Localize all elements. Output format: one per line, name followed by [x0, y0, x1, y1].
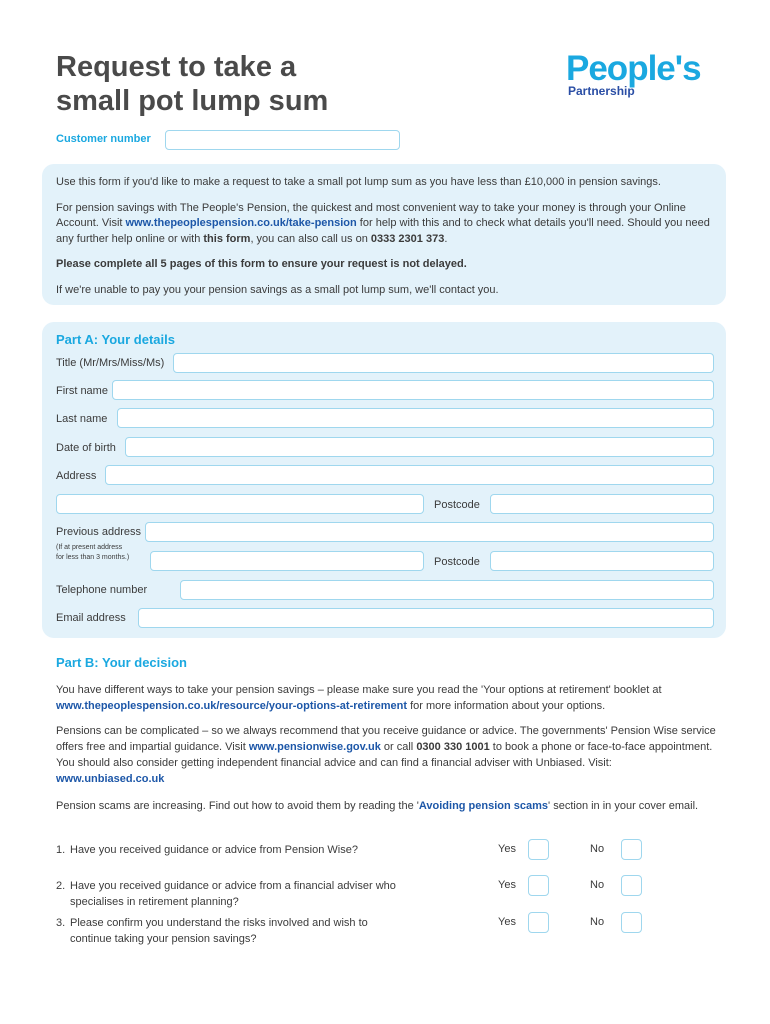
part-b-paragraph-2	[56, 723, 720, 787]
question-2-text-line1: Have you received guidance or advice from a financial adviser who	[70, 880, 396, 892]
peoples-partnership-logo	[566, 50, 726, 102]
address-label: Address	[56, 470, 97, 482]
question-1-text: Have you received guidance or advice from Pension Wise?	[70, 844, 358, 856]
address-input-line1[interactable]	[105, 465, 714, 485]
question-3	[56, 915, 456, 947]
part-b-p3-text-b: ' section in in your cover email.	[548, 800, 699, 812]
first-name-label: First name	[56, 385, 108, 397]
intro-p2-text-b: for help with this and to check what details you'll need. Should you need any further help online or with	[56, 217, 710, 245]
address-input-line2[interactable]	[56, 494, 424, 514]
question-2-text-line2: specialises in retirement planning?	[70, 896, 239, 908]
customer-number-label: Customer number	[56, 133, 151, 145]
email-label: Email address	[56, 612, 126, 624]
part-b-p1-text-a: You have different ways to take your pension savings – please make sure you read the 'Your options at retirement' booklet at	[56, 684, 662, 696]
intro-paragraph-3: Please complete all 5 pages of this form to ensure your request is not delayed.	[56, 258, 467, 270]
previous-postcode-label: Postcode	[434, 556, 480, 568]
part-b-paragraph-1	[56, 682, 720, 714]
previous-address-input-line2[interactable]	[150, 551, 424, 571]
unbiased-link[interactable]: www.unbiased.co.uk	[56, 773, 165, 785]
last-name-input[interactable]	[117, 408, 714, 428]
previous-address-note-line2: for less than 3 months.)	[56, 554, 130, 561]
question-3-text-line1: Please confirm you understand the risks involved and wish to	[70, 917, 368, 929]
question-3-no-checkbox[interactable]	[621, 912, 642, 933]
question-1-no-checkbox[interactable]	[621, 839, 642, 860]
question-2-number: 2.	[56, 880, 66, 892]
question-2-no-checkbox[interactable]	[621, 875, 642, 896]
previous-address-label: Previous address	[56, 526, 141, 538]
intro-box	[42, 164, 726, 305]
options-at-retirement-link[interactable]: www.thepeoplespension.co.uk/resource/your-options-at-retirement	[56, 700, 408, 712]
intro-p2-text-d: .	[444, 232, 448, 245]
question-1-number: 1.	[56, 844, 66, 856]
part-b-p2-text-b: or call	[380, 741, 417, 753]
postcode-input[interactable]	[490, 494, 714, 514]
question-1	[56, 842, 456, 858]
part-b-heading: Part B: Your decision	[56, 655, 187, 670]
intro-p2-bold: this form	[203, 232, 251, 245]
logo-main-text: People's	[566, 49, 701, 88]
question-1-yes-label: Yes	[498, 843, 516, 855]
first-name-input[interactable]	[112, 380, 714, 400]
page-title	[56, 50, 328, 118]
question-3-yes-checkbox[interactable]	[528, 912, 549, 933]
telephone-label: Telephone number	[56, 584, 148, 596]
previous-address-note-line1: (If at present address	[56, 544, 123, 551]
last-name-label: Last name	[56, 413, 108, 425]
question-3-yes-label: Yes	[498, 916, 516, 928]
previous-postcode-input[interactable]	[490, 551, 714, 571]
logo-sub-text: Partnership	[568, 84, 635, 98]
intro-paragraph-4: If we're unable to pay you your pension savings as a small pot lump sum, we'll contact you.	[56, 283, 499, 296]
avoiding-pension-scams-link[interactable]: Avoiding pension scams	[418, 800, 549, 812]
question-3-text-line2: continue taking your pension savings?	[70, 933, 257, 945]
previous-address-note	[56, 543, 129, 563]
take-pension-link[interactable]: www.thepeoplespension.co.uk/take-pension	[125, 217, 357, 229]
telephone-input[interactable]	[180, 580, 714, 600]
date-of-birth-input[interactable]	[125, 437, 714, 457]
part-a-heading: Part A: Your details	[56, 332, 175, 347]
intro-paragraph-1: Use this form if you'd like to make a request to take a small pot lump sum as you have less than £10,000 in pension savings.	[56, 176, 661, 188]
date-of-birth-label: Date of birth	[56, 442, 116, 454]
customer-number-input[interactable]	[165, 130, 400, 150]
question-2-yes-label: Yes	[498, 879, 516, 891]
intro-paragraph-2	[56, 201, 712, 248]
pensionwise-link[interactable]: www.pensionwise.gov.uk	[248, 741, 381, 753]
email-input[interactable]	[138, 608, 714, 628]
previous-address-input-line1[interactable]	[145, 522, 714, 542]
question-1-no-label: No	[590, 843, 605, 855]
postcode-label: Postcode	[434, 499, 480, 511]
part-b-p3-text-a: Pension scams are increasing. Find out how to avoid them by reading the '	[56, 800, 419, 812]
question-3-number: 3.	[56, 917, 66, 929]
question-2-no-label: No	[590, 879, 605, 891]
page-title-line2: small pot lump sum	[56, 85, 329, 117]
part-b-p2-text-c: to book a phone or face-to-face appointment. You should also consider getting independent financial advice and can find a financial adviser with Unbiased. Visit:	[56, 741, 713, 769]
part-b-p1-text-b: for more information about your options.	[407, 700, 606, 712]
part-b-paragraph-3	[56, 798, 720, 814]
pensionwise-phone: 0300 330 1001	[416, 741, 490, 753]
question-3-no-label: No	[590, 916, 605, 928]
question-2	[56, 878, 456, 910]
question-2-yes-checkbox[interactable]	[528, 875, 549, 896]
page-title-line1: Request to take a	[56, 51, 297, 83]
phone-number: 0333 2301 373	[370, 232, 445, 245]
question-1-yes-checkbox[interactable]	[528, 839, 549, 860]
part-b-p2-text-a: Pensions can be complicated – so we always recommend that you receive guidance or advice. The governments' Pension Wise service offers free and impartial guidance. Visit	[56, 725, 716, 753]
title-input[interactable]	[173, 353, 714, 373]
intro-p2-text-a: For pension savings with The People's Pension, the quickest and most convenient way to take your money is through your Online Account. Visit	[56, 201, 686, 229]
title-label: Title (Mr/Mrs/Miss/Ms)	[56, 357, 165, 369]
intro-p2-text-c: , you can also call us on	[250, 232, 371, 245]
